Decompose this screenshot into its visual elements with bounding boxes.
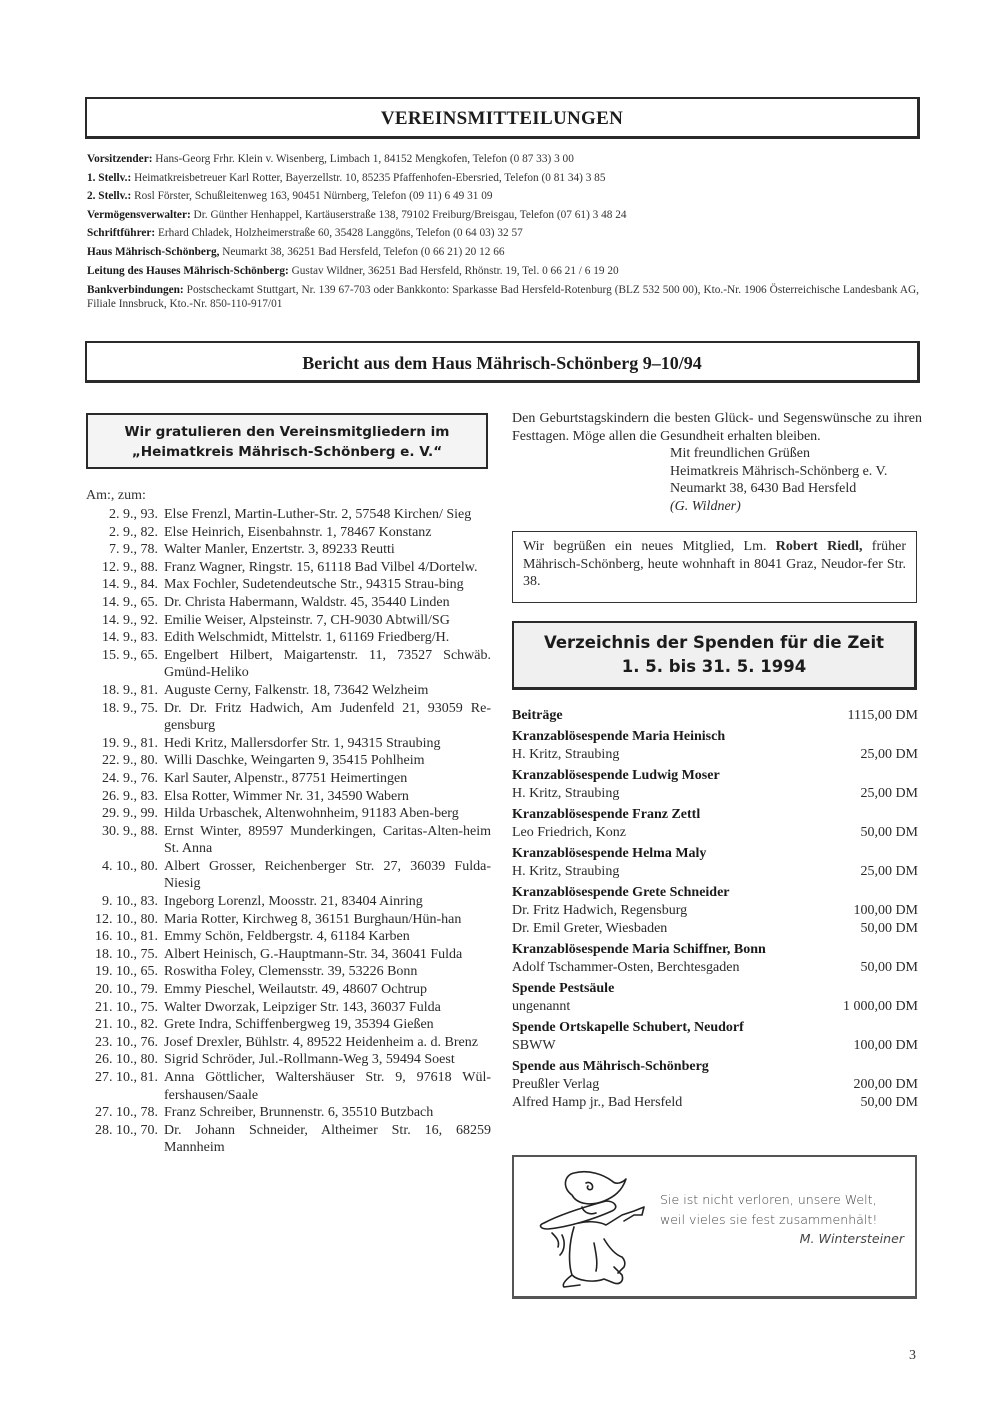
donation-group: [512, 728, 918, 764]
birthday-entry: [86, 752, 491, 770]
bank-details: [87, 283, 919, 311]
birthday-entry: [86, 1122, 491, 1157]
birthday-entry: [86, 911, 491, 929]
contact-label: Schriftführer:: [87, 227, 156, 240]
birthday-date-age: 14. 9., 84.: [102, 577, 158, 593]
contact-row: [87, 169, 919, 188]
donation-group: [512, 767, 918, 803]
gratulation-heading: [86, 413, 488, 469]
contact-text: Dr. Günther Henhappel, Kartäuserstraße 138, 79102 Freiburg/Breisgau, Telefon (07 61) 3 48 24: [190, 208, 627, 221]
donation-heading: Spende Pestsäule: [512, 981, 615, 996]
member-name-address: Emilie Weiser, Alpsteinstr. 7, CH-9030 Abtwill/SG: [164, 612, 450, 628]
donor-name: Alfred Hamp jr., Bad Hersfeld: [512, 1095, 683, 1110]
donation-item: [512, 785, 918, 803]
birthday-date-age: 4. 10., 80.: [102, 858, 158, 874]
member-name-address: Maria Rotter, Kirchweg 8, 36151 Burghaun/Hün-han: [164, 911, 462, 927]
birthday-entry: [86, 946, 491, 964]
vereinsmitteilungen-heading: VEREINSMITTEILUNGEN: [85, 97, 920, 139]
contact-label: Vorsitzender:: [87, 153, 153, 165]
bank-label: Bankverbindungen:: [87, 284, 184, 297]
birthday-entry: [86, 963, 491, 981]
birthday-entry: [86, 858, 491, 893]
contact-label: Vermögensverwalter:: [87, 208, 191, 221]
member-name-address: Edith Welschmidt, Mittelstr. 1, 61169 Friedberg/H.: [164, 630, 450, 646]
donation-heading: Kranzablösespende Maria Heinisch: [512, 729, 726, 744]
contact-label: Haus Mährisch-Schönberg,: [87, 245, 220, 258]
contact-text: Erhard Chladek, Holzheimerstraße 60, 35428 Langgöns, Telefon (0 64 03) 32 57: [155, 227, 523, 240]
donation-item: [512, 1076, 918, 1094]
greeting-signature: (G. Wildner): [670, 498, 741, 514]
donation-item: [512, 746, 918, 764]
birthday-date-age: 14. 9., 83.: [102, 630, 158, 646]
spenden-heading: [512, 621, 917, 690]
donation-group: [512, 1019, 918, 1055]
birthday-entry: [86, 647, 491, 682]
member-name-address: Dr. Christa Habermann, Waldstr. 45, 35440 Linden: [164, 594, 450, 610]
donation-item: [512, 959, 918, 977]
new-member-name: Robert Riedl,: [775, 539, 863, 554]
birthday-entry: [86, 928, 491, 946]
donation-heading: Kranzablösespende Maria Schiffner, Bonn: [512, 942, 766, 957]
contact-row: [87, 150, 919, 169]
birthday-entry: [86, 1016, 491, 1034]
donation-group: [512, 707, 918, 725]
birthday-date-age: 26. 9., 83.: [102, 788, 158, 804]
contact-row: [87, 224, 919, 243]
birthday-entry: [86, 629, 491, 647]
birthday-date-age: 21. 10., 75.: [95, 999, 158, 1015]
member-name-address: Franz Schreiber, Brunnenstr. 6, 35510 Butzbach: [164, 1105, 434, 1121]
birthday-date-age: 14. 9., 92.: [102, 612, 158, 628]
member-name-address: Dr. Johann Schneider, Altheimer Str. 16, 68259 Mannheim: [164, 1122, 491, 1156]
birthday-date-age: 19. 9., 81.: [102, 735, 158, 751]
birthday-date-age: 19. 10., 65.: [95, 964, 158, 980]
birthday-date-age: 2. 9., 82.: [109, 524, 158, 540]
donation-amount: 1115,00 DM: [847, 708, 918, 723]
donation-heading: Kranzablösespende Grete Schneider: [512, 885, 730, 900]
member-name-address: Franz Wagner, Ringstr. 15, 61118 Bad Vilbel 4/Dortelw.: [164, 559, 478, 575]
birthday-date-age: 12. 9., 88.: [102, 559, 158, 575]
donation-amount: 50,00 DM: [860, 960, 918, 975]
donation-amount: 1 000,00 DM: [842, 999, 918, 1014]
birthday-date-age: 22. 9., 80.: [102, 753, 158, 769]
page-number: 3: [909, 1348, 916, 1363]
gratulation-title-line2: „Heimatkreis Mährisch-Schönberg e. V.“: [131, 444, 443, 460]
member-name-address: Walter Manler, Enzertstr. 3, 89233 Reutti: [164, 542, 395, 558]
donor-name: SBWW: [512, 1038, 556, 1053]
donation-amount: 50,00 DM: [860, 825, 918, 840]
donor-name: Adolf Tschammer-Osten, Berchtesgaden: [512, 960, 740, 975]
birthday-date-age: 18. 9., 81.: [102, 682, 158, 698]
birthday-date-age: 30. 9., 88.: [102, 823, 158, 839]
donation-group: [512, 941, 918, 977]
contact-label: 1. Stellv.:: [87, 171, 132, 184]
birthday-entry: [86, 700, 491, 735]
birthday-entry: [86, 594, 491, 612]
donor-name: Preußler Verlag: [512, 1077, 600, 1092]
donor-name: H. Kritz, Straubing: [512, 786, 620, 801]
contact-row: [87, 262, 919, 281]
birthday-date-age: 18. 10., 75.: [95, 946, 158, 962]
birthday-entry: [86, 770, 491, 788]
donation-item: [512, 920, 918, 938]
donation-item: [512, 1037, 918, 1055]
new-member-notice: [512, 531, 917, 603]
member-name-address: Josef Drexler, Bühlstr. 4, 89522 Heidenheim a. d. Brenz: [164, 1034, 478, 1050]
member-name-address: Grete Indra, Schiffenbergweg 19, 35394 Gießen: [164, 1017, 434, 1033]
birthday-entry: [86, 1069, 491, 1104]
donation-amount: 25,00 DM: [860, 864, 918, 879]
contact-label: 2. Stellv.:: [87, 190, 132, 203]
birthday-entry: [86, 805, 491, 823]
member-name-address: Sigrid Schröder, Jul.-Rollmann-Weg 3, 59494 Soest: [164, 1052, 455, 1068]
birthday-date-age: 27. 10., 78.: [95, 1105, 158, 1121]
donor-name: Leo Friedrich, Konz: [512, 825, 626, 840]
contact-row: [87, 243, 919, 262]
quote-text: [660, 1190, 910, 1249]
donation-heading: Kranzablösespende Franz Zettl: [512, 807, 701, 822]
donor-name: H. Kritz, Straubing: [512, 747, 620, 762]
member-name-address: Walter Dworzak, Leipziger Str. 143, 36037 Fulda: [164, 999, 441, 1015]
donations-list: [512, 707, 918, 1115]
greeting-signoff: Mit freundlichen Grüßen: [670, 446, 810, 462]
greeting-text: Den Geburtstagskindern die besten Glück- und Segenswünsche zu ihren Festtagen. Möge allen die Gesundheit erhalten bleiben.: [512, 411, 922, 444]
greeting-org: Heimatkreis Mährisch-Schönberg e. V.: [670, 463, 888, 479]
donation-group: [512, 806, 918, 842]
member-name-address: Else Frenzl, Martin-Luther-Str. 2, 57548 Kirchen/ Sieg: [164, 507, 472, 522]
donation-amount: 200,00 DM: [853, 1077, 918, 1092]
donor-name: Dr. Fritz Hadwich, Regensburg: [512, 903, 688, 918]
donation-item: [512, 824, 918, 842]
birthday-greeting: [512, 410, 922, 516]
birthday-entry: [86, 541, 491, 559]
birthday-entry: [86, 1104, 491, 1122]
birthday-date-age: 7. 9., 78.: [109, 542, 158, 558]
birthday-date-age: 14. 9., 65.: [102, 594, 158, 610]
gratulation-title-line1: Wir gratulieren den Vereinsmitgliedern im: [124, 424, 450, 440]
birthday-date-age: 29. 9., 99.: [102, 806, 158, 822]
member-name-address: Engelbert Hilbert, Maigartenstr. 11, 73527 Schwäb. Gmünd-Heliko: [164, 647, 491, 681]
donation-item: [512, 1094, 918, 1112]
quote-line: weil vieles sie fest zusammenhält!: [660, 1211, 878, 1227]
spenden-title-line2: 1. 5. bis 31. 5. 1994: [621, 657, 807, 676]
donation-amount: 50,00 DM: [860, 921, 918, 936]
donation-group: [512, 845, 918, 881]
birthday-entry: [86, 524, 491, 542]
birthday-date-age: 23. 10., 76.: [95, 1034, 158, 1050]
donation-amount: 100,00 DM: [853, 1038, 918, 1053]
bericht-heading: Bericht aus dem Haus Mährisch-Schönberg 9–10/94: [85, 341, 920, 383]
birthday-date-age: 21. 10., 82.: [95, 1017, 158, 1033]
donation-group: [512, 1058, 918, 1112]
member-name-address: Ingeborg Lorenzl, Moosstr. 21, 83404 Ainring: [164, 894, 423, 910]
member-name-address: Elsa Rotter, Wimmer Nr. 31, 34590 Wabern: [164, 788, 409, 804]
donation-amount: 25,00 DM: [860, 786, 918, 801]
birthday-entry: [86, 981, 491, 999]
birthday-date-age: 27. 10., 81.: [95, 1070, 158, 1085]
birthday-entry: [86, 823, 491, 858]
birthday-date-age: 26. 10., 80.: [95, 1052, 158, 1068]
birthday-entry: [86, 735, 491, 753]
member-name-address: Max Fochler, Sudetendeutsche Str., 94315 Strau-bing: [164, 577, 464, 593]
donor-name: Dr. Emil Greter, Wiesbaden: [512, 921, 668, 936]
birthday-entry: [86, 682, 491, 700]
donation-amount: 100,00 DM: [853, 903, 918, 918]
member-name-address: Ernst Winter, 89597 Munderkingen, Caritas-Alten-heim St. Anna: [164, 823, 491, 857]
donation-item: [512, 902, 918, 920]
birthday-entry: [86, 999, 491, 1017]
member-name-address: Karl Sauter, Alpenstr., 87751 Heimertingen: [164, 770, 408, 786]
trumpet-gnome-illustration: [534, 1163, 659, 1293]
birthday-list-header: Am:, zum:: [86, 488, 146, 503]
birthday-entry: [86, 1034, 491, 1052]
contact-text: Rosl Förster, Schußleitenweg 163, 90451 Nürnberg, Telefon (09 11) 6 49 31 09: [131, 190, 493, 203]
birthday-entry: [86, 1051, 491, 1069]
birthday-date-age: 24. 9., 76.: [102, 770, 158, 786]
donor-name: ungenannt: [512, 999, 571, 1014]
donation-group: [512, 980, 918, 1016]
donor-name: H. Kritz, Straubing: [512, 864, 620, 879]
welcome-text: Wir begrüßen ein neues Mitglied, Lm.: [523, 539, 776, 554]
donation-item: [512, 863, 918, 881]
birthday-entry: [86, 576, 491, 594]
birthday-date-age: 18. 9., 75.: [102, 700, 158, 716]
contact-row: [87, 206, 919, 225]
member-name-address: Hilda Urbaschek, Altenwohnheim, 91183 Aben-berg: [164, 806, 459, 822]
member-name-address: Anna Göttlicher, Waltershäuser Str. 9, 97618 Wül-fershausen/Saale: [164, 1070, 491, 1103]
birthday-date-age: 12. 10., 80.: [95, 911, 158, 927]
greeting-address: Neumarkt 38, 6430 Bad Hersfeld: [670, 481, 857, 497]
welcome-text: früher Mährisch-Schönberg, heute wohnhaft in 8041 Graz, Neudor-fer Str. 38.: [523, 539, 906, 590]
member-name-address: Roswitha Foley, Clemensstr. 39, 53226 Bonn: [164, 964, 418, 980]
birthday-entry: [86, 612, 491, 630]
birthday-date-age: 28. 10., 70.: [95, 1122, 158, 1138]
contact-text: Neumarkt 38, 36251 Bad Hersfeld, Telefon (0 66 21) 20 12 66: [219, 245, 505, 258]
contact-label: Leitung des Hauses Mährisch-Schönberg:: [87, 264, 289, 277]
donation-heading: Kranzablösespende Helma Maly: [512, 846, 707, 861]
donation-heading: Spende Ortskapelle Schubert, Neudorf: [512, 1020, 744, 1035]
birthday-entry: [86, 788, 491, 806]
donation-amount: 25,00 DM: [860, 747, 918, 762]
birthday-date-age: 16. 10., 81.: [95, 929, 158, 945]
donation-heading: Kranzablösespende Ludwig Moser: [512, 768, 720, 783]
member-name-address: Willi Daschke, Weingarten 9, 35415 Pohlheim: [164, 753, 425, 769]
member-name-address: Emmy Schön, Feldbergstr. 4, 61184 Karben: [164, 929, 410, 945]
donation-heading: Beiträge: [512, 708, 563, 723]
member-name-address: Emmy Pieschel, Weilautstr. 49, 48607 Ochtrup: [164, 982, 428, 998]
spenden-title-line1: Verzeichnis der Spenden für die Zeit: [543, 633, 885, 652]
contact-text: Heimatkreisbetreuer Karl Rotter, Bayerzellstr. 10, 85235 Pfaffenhofen-Ebersried, Telefon (0 81 34) 3 85: [131, 171, 606, 184]
member-name-address: Else Heinrich, Eisenbahnstr. 1, 78467 Konstanz: [164, 524, 432, 540]
birthday-date-age: 9. 10., 83.: [102, 894, 158, 910]
birthday-date-age: 2. 9., 93.: [109, 507, 158, 522]
bank-text: Postscheckamt Stuttgart, Nr. 139 67-703 oder Bankkonto: Sparkasse Bad Hersfeld-Rotenburg (BLZ 532 500 00), Kto.-Nr. 1906 Österreichische Landesbank AG, Filiale Innsbruck, Kto.-Nr. 850-110-917/01: [87, 284, 919, 311]
birthday-list: [86, 506, 491, 1157]
member-name-address: Dr. Dr. Fritz Hadwich, Am Judenfeld 21, 93059 Re-gensburg: [164, 700, 491, 734]
board-contacts: [87, 150, 919, 311]
contact-text: Gustav Wildner, 36251 Bad Hersfeld, Rhönstr. 19, Tel. 0 66 21 / 6 19 20: [288, 264, 619, 277]
birthday-entry: [86, 506, 491, 524]
donation-group: [512, 884, 918, 938]
member-name-address: Albert Grosser, Reichenberger Str. 27, 36039 Fulda-Niesig: [164, 858, 491, 892]
contact-text: Hans-Georg Frhr. Klein v. Wisenberg, Limbach 1, 84152 Mengkofen, Telefon (0 87 33) 3 00: [152, 153, 574, 165]
birthday-date-age: 20. 10., 79.: [95, 982, 158, 998]
quote-box: [512, 1155, 917, 1299]
birthday-entry: [86, 893, 491, 911]
birthday-date-age: 15. 9., 65.: [102, 647, 158, 663]
donation-heading: Spende aus Mährisch-Schönberg: [512, 1059, 709, 1074]
member-name-address: Albert Heinisch, G.-Hauptmann-Str. 34, 36041 Fulda: [164, 946, 463, 962]
quote-author: M. Wintersteiner: [799, 1231, 904, 1246]
birthday-entry: [86, 559, 491, 577]
donation-amount: 50,00 DM: [860, 1095, 918, 1110]
member-name-address: Hedi Kritz, Mallersdorfer Str. 1, 94315 Straubing: [164, 735, 441, 751]
quote-line: Sie ist nicht verloren, unsere Welt,: [660, 1192, 877, 1207]
member-name-address: Auguste Cerny, Falkenstr. 18, 73642 Welzheim: [164, 682, 429, 698]
donation-item: [512, 998, 918, 1016]
contact-row: [87, 187, 919, 206]
